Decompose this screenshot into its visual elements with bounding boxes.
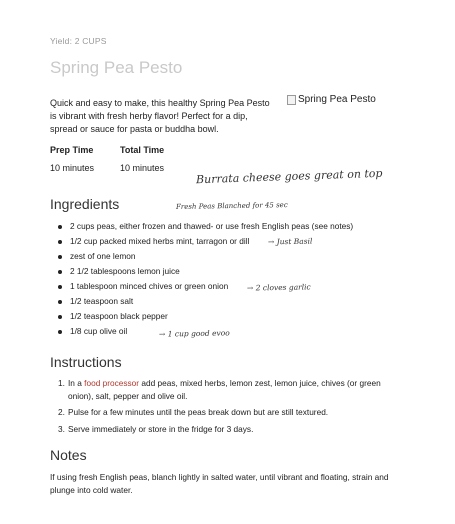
ingredient-item: 1/2 teaspoon black pepper xyxy=(58,309,353,324)
total-time-block xyxy=(120,145,200,173)
notes-text: If using fresh English peas, blanch lightly in salted water, until vibrant and floating, strain and plunge into cold water. xyxy=(50,472,389,495)
total-time-label: Total Time xyxy=(120,145,165,155)
bullet-icon xyxy=(58,225,62,229)
prep-time-value: 10 minutes xyxy=(50,163,95,173)
handwritten-note-evoo: → 1 cup good evoo xyxy=(158,328,230,339)
handwritten-note-burrata: Burrata cheese goes great on top xyxy=(195,166,383,187)
recipe-yield: Yield: 2 CUPS xyxy=(50,36,107,46)
recipe-image-alt-text: Spring Pea Pesto xyxy=(298,94,376,105)
prep-time-block xyxy=(50,145,130,173)
instructions-list xyxy=(58,377,398,439)
instruction-step: 3. Serve immediately or store in the fridge for 3 days. xyxy=(58,423,254,434)
bullet-icon xyxy=(58,300,62,304)
recipe-intro: Quick and easy to make, this healthy Spring Pea Pesto is vibrant with fresh herby flavor! Perfect for a dip, spread or sauce for pasta or buddha bowl. xyxy=(50,98,270,134)
total-time-value: 10 minutes xyxy=(120,163,165,173)
ingredient-item: 2 cups peas, either frozen and thawed- or use fresh English peas (see notes) xyxy=(58,219,353,234)
bullet-icon xyxy=(58,285,62,289)
bullet-icon xyxy=(58,240,62,244)
instructions-heading: Instructions xyxy=(50,354,122,370)
bullet-icon xyxy=(58,330,62,334)
ingredient-item: 1/8 cup olive oil xyxy=(58,324,353,339)
bullet-icon xyxy=(58,315,62,319)
ingredient-item: 1 tablespoon minced chives or green onion xyxy=(58,279,353,294)
ingredient-item: 1/2 teaspoon salt xyxy=(58,294,353,309)
ingredient-item: zest of one lemon xyxy=(58,249,353,264)
notes-heading: Notes xyxy=(50,447,87,463)
prep-time-label: Prep Time xyxy=(50,145,94,155)
recipe-title: Spring Pea Pesto xyxy=(50,58,183,77)
ingredient-item: 2 1/2 tablespoons lemon juice xyxy=(58,264,353,279)
handwritten-note-garlic: → 2 cloves garlic xyxy=(246,282,311,293)
broken-image-icon xyxy=(287,95,296,105)
ingredients-heading: Ingredients xyxy=(50,196,120,212)
instruction-step: 1. In a food processor add peas, mixed herbs, lemon zest, lemon juice, chives (or green onion), salt, pepper and olive oil. xyxy=(58,378,381,401)
bullet-icon xyxy=(58,270,62,274)
handwritten-note-fresh-peas: Fresh Peas Blanched for 45 sec xyxy=(175,201,288,211)
handwritten-note-basil: → Just Basil xyxy=(267,236,313,247)
food-processor-link[interactable]: food processor xyxy=(84,378,140,388)
bullet-icon xyxy=(58,255,62,259)
instruction-step: 2. Pulse for a few minutes until the peas break down but are still textured. xyxy=(58,407,329,417)
recipe-image xyxy=(287,94,376,105)
ingredient-item: 1/2 cup packed mixed herbs mint, tarragon or dill xyxy=(58,234,353,249)
